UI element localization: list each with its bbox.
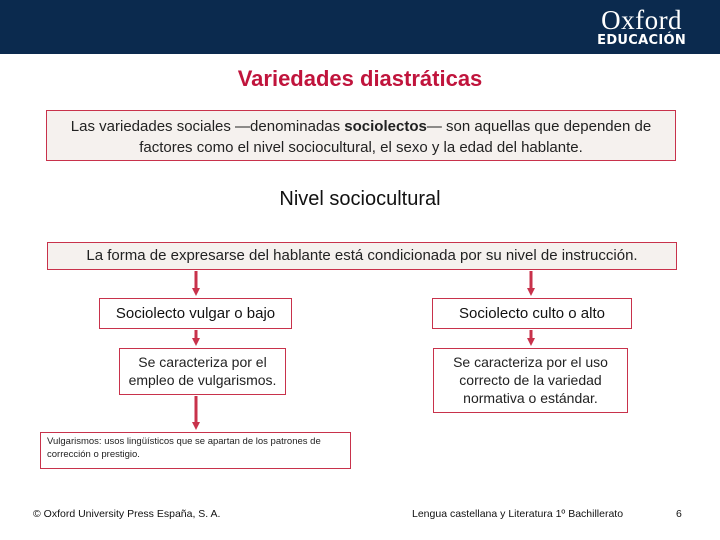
vulgarismos-note: Vulgarismos: usos lingüísticos que se apartan de los patrones de corrección o prestigio. bbox=[40, 432, 351, 469]
footer-course: Lengua castellana y Literatura 1º Bachillerato bbox=[412, 508, 624, 520]
intro-text-bold: sociolectos bbox=[344, 118, 427, 135]
brand-sub: EDUCACIÓN bbox=[597, 33, 686, 48]
description-vulgar: Se caracteriza por el empleo de vulgarismos. bbox=[119, 348, 286, 395]
footer-copyright: © Oxford University Press España, S. A. bbox=[33, 508, 221, 520]
description-culto: Se caracteriza por el uso correcto de la variedad normativa o estándar. bbox=[433, 348, 628, 413]
brand-name: Oxford bbox=[601, 5, 683, 35]
section-subtitle: Nivel sociocultural bbox=[279, 188, 441, 210]
page-number: 6 bbox=[676, 508, 682, 520]
intro-text-post: — son aquellas que dependen de factores como el nivel sociocultural, el sexo y la edad del hablante. bbox=[139, 118, 652, 156]
category-culto: Sociolecto culto o alto bbox=[432, 298, 632, 329]
intro-text-pre: Las variedades sociales —denominadas bbox=[70, 118, 345, 135]
definition-box: La forma de expresarse del hablante está condicionada por su nivel de instrucción. bbox=[47, 242, 677, 270]
category-vulgar: Sociolecto vulgar o bajo bbox=[99, 298, 292, 329]
slide-title: Variedades diastráticas bbox=[237, 66, 483, 91]
